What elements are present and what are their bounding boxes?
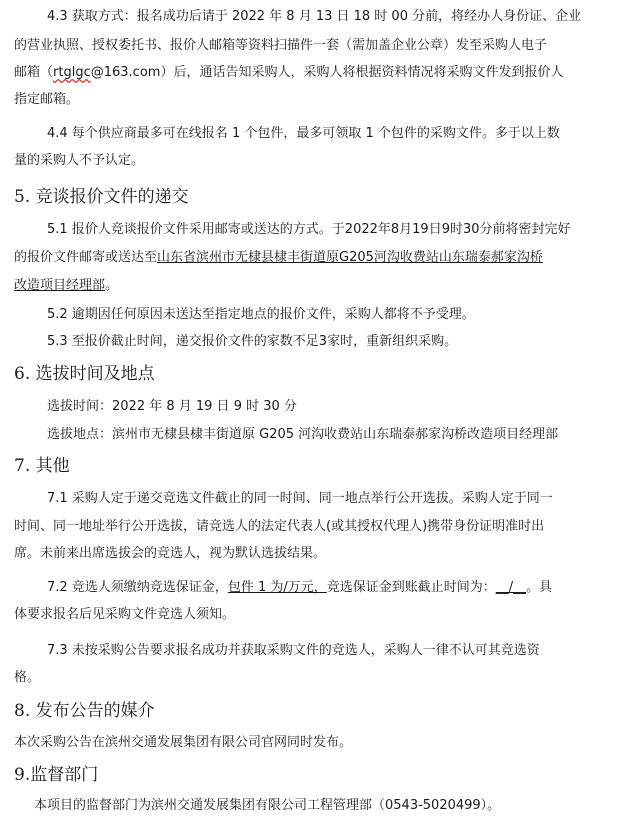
deposit-deadline: __/__ [495,580,527,595]
heading-section-6: 6. 选拔时间及地点 [14,364,155,384]
para-7-1-line-3: 席。未前来出席选拔会的竞选人，视为默认选拔结果。 [14,546,327,561]
text: 邮箱（ [14,65,54,80]
heading-section-9: 9.监督部门 [14,765,99,785]
para-5-3: 5.3 至报价截止时间，递交报价文件的家数不足3家时，重新组织采购。 [47,334,458,349]
heading-section-8: 8. 发布公告的媒介 [14,701,155,721]
para-7-3-line-1: 7.3 未按采购公告要求报名成功并获取采购文件的竞选人，采购人一律不认可其竞选资 [47,643,540,658]
heading-section-7: 7. 其他 [14,456,70,476]
para-7-1-line-1: 7.1 采购人定于递交竞选文件截止的同一时间、同一地点举行公开选拔。采购人定于同一 [47,491,553,506]
para-4-3-line-3 [14,63,563,83]
para-7-2-line-2: 体要求报名后见采购文件竞选人须知。 [14,607,236,622]
text: 的报价文件邮寄或送达至 [14,250,158,265]
media-statement: 本次采购公告在滨州交通发展集团有限公司官网同时发布。 [14,735,353,750]
supervision-statement: 本项目的监督部门为滨州交通发展集团有限公司工程管理部（0543-5020499）。 [34,798,501,813]
para-7-2-line-1 [47,578,552,598]
text: @163.com）后，通话告知采购人，采购人将根据资料情况将采购文件发到报价人 [90,65,564,80]
para-4-4-line-1: 4.4 每个供应商最多可在线报名 1 个包件，最多可领取 1 个包件的采购文件。多于以上数 [47,126,560,141]
text: 竞选保证金到账截止时间为： [326,580,496,595]
selection-time: 选拔时间：2022 年 8 月 19 日 9 时 30 分 [47,399,297,414]
delivery-address-cont: 改造项目经理部 [14,278,106,293]
para-4-3-line-4: 指定邮箱。 [14,92,80,107]
para-5-1-line-1: 5.1 报价人竞谈报价文件采用邮寄或送达的方式。于2022年8月19日9时30分前将密封完好 [47,222,571,237]
para-5-1-line-2 [14,248,543,268]
para-4-3-line-2: 的营业执照、授权委托书、报价人邮箱等资料扫描件一套（需加盖企业公章）发至采购人电子 [14,38,548,53]
text: 7.2 竞选人须缴纳竞选保证金， [47,580,228,595]
para-7-1-line-2: 时间、同一地址举行公开选拔，请竞选人的法定代表人(或其授权代理人)携带身份证明准时出 [14,519,545,534]
heading-section-5: 5. 竞谈报价文件的递交 [14,187,189,207]
deposit-amount: 包件 1 为/万元， [227,580,327,595]
selection-location: 选拔地点：滨州市无棣县棣丰街道原 G205 河沟收费站山东瑞泰郝家沟桥改造项目经理部 [47,427,559,442]
para-4-4-line-2: 量的采购人不予认定。 [14,153,145,168]
para-5-2: 5.2 逾期因任何原因未送达至指定地点的报价文件，采购人都将不予受理。 [47,307,475,322]
text: 。 [105,278,119,293]
para-5-1-line-3 [14,276,118,296]
text: 。具 [526,580,553,595]
email-local-part: rtglgc [53,65,91,80]
para-7-3-line-2: 格。 [14,670,41,685]
para-4-3-line-1: 4.3 获取方式：报名成功后请于 2022 年 8 月 13 日 18 时 00 分前，将经办人身份证、企业 [47,9,582,24]
delivery-address: 山东省滨州市无棣县棣丰街道原G205河沟收费站山东瑞泰郝家沟桥 [157,250,543,265]
